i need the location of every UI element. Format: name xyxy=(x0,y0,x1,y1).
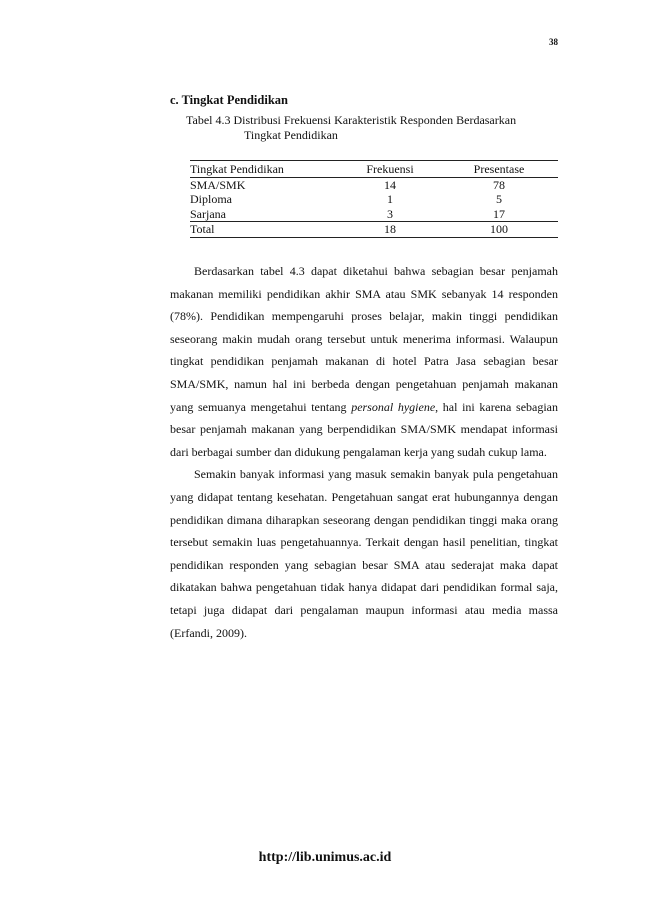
header-percentage: Presentase xyxy=(440,161,558,178)
paragraph-1-part-b: , hal ini karena sebagian besar penjamah makanan yang berpendidikan SMA/SMK mendapat informasi dari berbagai sumber dan didukung pengalaman kerja yang sudah cukup lama. xyxy=(170,399,559,459)
paragraph-1 xyxy=(170,260,558,463)
table-caption-line2: Tingkat Pendidikan xyxy=(244,128,338,142)
header-frequency: Frekuensi xyxy=(340,161,440,178)
table-caption-line1: Tabel 4.3 Distribusi Frekuensi Karakteristik Responden Berdasarkan xyxy=(186,113,517,127)
cell-frequency: 1 xyxy=(387,192,393,206)
footer-url: http://lib.unimus.ac.id xyxy=(258,850,392,865)
cell-education-level: Sarjana xyxy=(190,206,226,221)
table-caption xyxy=(186,113,566,143)
section-heading: c. Tingkat Pendidikan xyxy=(170,93,288,107)
cell-frequency: 3 xyxy=(387,206,393,221)
table-row xyxy=(190,177,558,192)
paragraph-1-italic-term: personal hygiene xyxy=(351,399,436,414)
total-label: Total xyxy=(190,222,340,238)
body-text xyxy=(170,260,558,644)
table-header-row xyxy=(190,161,558,178)
cell-education-level: SMA/SMK xyxy=(190,177,246,192)
cell-percentage: 5 xyxy=(496,192,502,206)
paragraph-1-part-a: Berdasarkan tabel 4.3 dapat diketahui bahwa sebagian besar penjamah makanan memiliki pendidikan akhir SMA atau SMK sebanyak 14 responden (78%). Pendidikan mempengaruhi proses belajar, makin tinggi pendidikan seseorang makin mudah orang tersebut untuk menerima informasi. Walaupun tingkat pendidikan penjamah makanan di hotel Patra Jasa sebagian besar SMA/SMK, namun hal ini berbeda dengan pengetahuan penjamah makanan yang semuanya mengetahui tentang xyxy=(170,264,558,414)
cell-education-level: Diploma xyxy=(190,192,232,206)
cell-percentage: 17 xyxy=(493,206,505,221)
header-education-level: Tingkat Pendidikan xyxy=(190,161,340,178)
table-row xyxy=(190,207,558,222)
cell-frequency: 14 xyxy=(384,177,396,192)
paragraph-2: Semakin banyak informasi yang masuk semakin banyak pula pengetahuan yang didapat tentang kesehatan. Pengetahuan sangat erat hubungannya dengan pendidikan dimana diharapkan seseorang dengan pendidikan tinggi maka orang tersebut semakin luas pengetahuannya. Terkait dengan hasil penelitian, tingkat pendidikan responden yang sebagian besar SMA atau sederajat maka dapat dikatakan bahwa pengetahuan tidak hanya didapat dari pendidikan formal saja, tetapi juga didapat dari pengalaman maupun informasi atau media massa (Erfandi, 2009). xyxy=(170,467,558,640)
cell-percentage: 78 xyxy=(493,177,505,192)
total-percentage: 100 xyxy=(440,222,558,238)
table-total-row xyxy=(190,222,558,238)
page-number: 38 xyxy=(549,37,558,47)
education-frequency-table xyxy=(190,160,558,238)
total-frequency: 18 xyxy=(340,222,440,238)
table-row xyxy=(190,192,558,207)
